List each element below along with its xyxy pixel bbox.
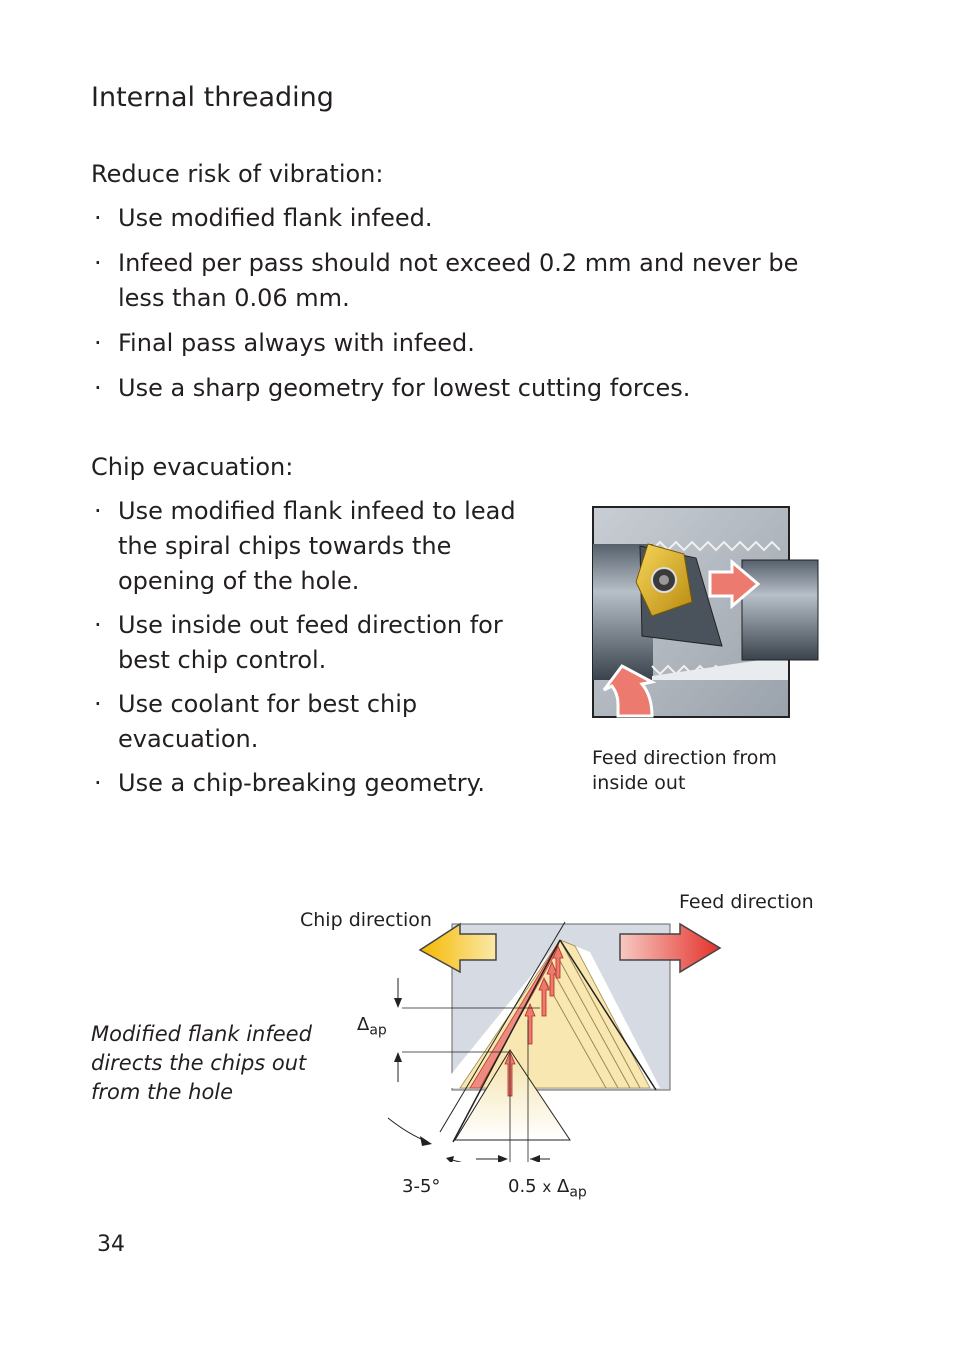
diagram-note: Modified flank infeed directs the chips out from the hole xyxy=(91,1022,312,1104)
list-item: · Final pass always with infeed. xyxy=(91,326,831,361)
chip-heading: Chip evacuation: xyxy=(91,453,294,481)
page-title: Internal threading xyxy=(91,82,334,113)
list-item: · Use inside out feed direction for best chip control. xyxy=(91,608,551,678)
feed-direction-label: Feed direction xyxy=(679,891,814,913)
list-item: · Use a sharp geometry for lowest cutting forces. xyxy=(91,371,831,406)
chip-list xyxy=(91,494,551,801)
list-item: · Use modified flank infeed. xyxy=(91,201,831,236)
delta-ap-label: $\Delta_{ap}$ xyxy=(357,1014,387,1039)
list-item: · Use a chip-breaking geometry. xyxy=(91,766,551,801)
threading-tool-illustration xyxy=(592,506,820,720)
angle-label: 3-5° xyxy=(402,1176,441,1197)
flank-infeed-diagram xyxy=(350,912,730,1162)
half-delta-ap-label: 0.5 x $\Delta_{ap}$ xyxy=(508,1176,587,1201)
vibration-heading: Reduce risk of vibration: xyxy=(91,160,384,188)
list-item: · Use coolant for best chip evacuation. xyxy=(91,687,551,757)
vibration-list xyxy=(91,201,831,406)
page-number: 34 xyxy=(97,1232,125,1257)
list-item: · Infeed per pass should not exceed 0.2 mm and never be less than 0.06 mm. xyxy=(91,246,831,316)
chip-direction-label: Chip direction xyxy=(300,909,432,931)
list-item: · Use modified flank infeed to lead the spiral chips towards the opening of the hole. xyxy=(91,494,551,599)
photo-caption: Feed direction from inside out xyxy=(592,747,777,794)
